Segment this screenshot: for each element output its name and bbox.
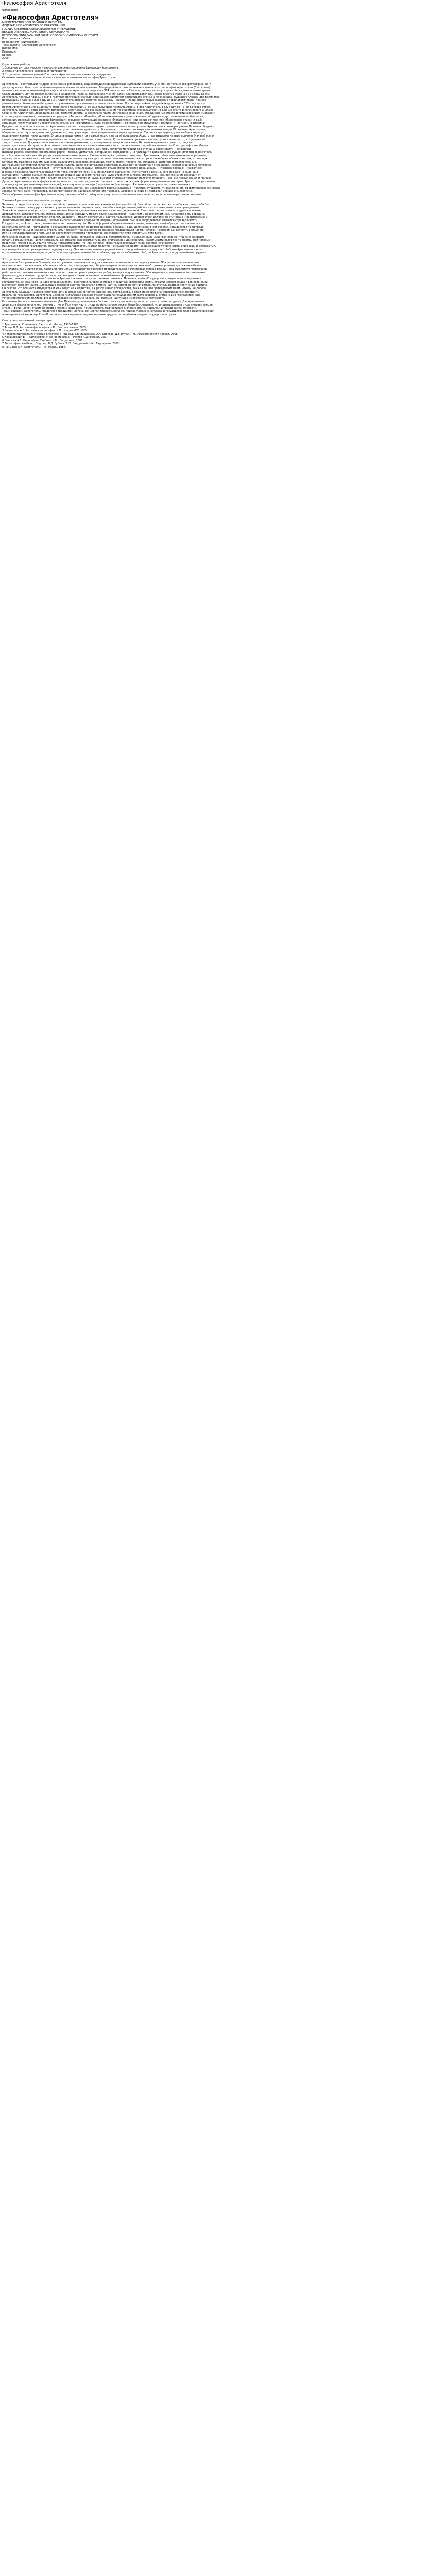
text-line: сочинения, посвящённые «первой философии», позднее получившие название «Метафизика»; этические сочинения («Никомахова этика» и др.); [2,118,202,122]
text-line: три вида души: растительную (питающую), животную (ощущающую) и разумную (мыслящую). Разумная душа присуща только человеку. [2,183,191,187]
text-line: Центральной категорией является сущность (субстанция); все остальные категории выражают её свойства и отношения. Первой сущностью являются [2,164,211,167]
text-line: устройств греческих полисов. Его интересовало не столько идеальное, сколько наилучшее из возможных государств. [2,297,165,300]
text-line: нескольких селений – государство. Государство существует ради благой жизни граждан, ради достижения ими счастья. Государство по природе [2,225,204,229]
section-part-2 [2,199,434,255]
text-line: Вместе с тем между учениями Платона и Аристотеля имеются существенные различия. Платон в своём «Государстве» создал проект идеального [2,277,203,281]
text-line: Наилучшей формой государственного устройства Аристотель считал политию – смешанную форму, соединяющую лучшие черты олигархии и демократии, [2,245,216,248]
text-line: Государство, по Аристотелю, возникает естественным путём. Первой формой общения является семья, затем из семей образуется селение, а из [2,222,202,226]
text-line: Выполнила: [2,47,19,50]
text-line: 2.Учение Аристотеля о человеке и государстве. [2,199,68,203]
text-line: душа есть форма тела и неотделима от него. Разумная часть души, по Аристотелю, может быть бессмертной, но индивидуальная душа умирает вместе [2,303,213,307]
text-line: Этика Аристотеля исходит из того, что высшим благом для человека является счастье (эвдемония). Счастье есть деятельность души в полноте [2,209,201,213]
text-line: 7.Философия: Учебник / Под ред. В.Д. Губина, Т.Ю. Сидориной. – М.: Гардарики, 2005. [2,342,120,346]
text-line: существующего: 1) материальная причина – материя, то, из чего состоит вещь; 2) формальная причина – форма, сущность вещи, то, что делает её [2,138,205,141]
text-line: 4.История философии: Учебник для вузов / Под ред. В.В. Васильева, А.А. Кротова, Д.В. Бугая. – М.: Академический проект, 2008. [2,332,179,336]
text-line: Как Платон, так и Аристотель полагали, что целью государства является добродетельная и счастливая жизнь граждан. Оба мыслителя признавали [2,267,207,271]
text-line: 1.Основные антологические и гносеологические положения философии Аристотеля. [2,66,119,70]
text-line: 1.Аристотель. Сочинения: В 4 т. – М.: Мысль, 1976–1983. [2,323,79,326]
text-line: социально-политические и исторические сочинения («Политика», «Афинская полития»); сочинения по искусству и поэтике («Поэтика», «Риторика»). [2,122,208,125]
text-line: ВЫСШЕГО ПРОФЕССИОНАЛЬНОГО ОБРАЗОВАНИЯ [2,30,69,34]
text-line: Высшей формой является «форма всех форм» – первый двигатель, который сам неподвижен, но приводит в движение всё сущее. Этот перводвигатель [2,150,212,154]
text-line: Аристотель был учеником Платона, и в его учении о человеке и государстве многое восходит к взглядам учителя. Оба философа считали, что [2,261,199,264]
text-line: доступную ему область естественнонаучного знания своего времени. В определённом смысле можно сказать, что философия Аристотеля (Стагирита) [2,86,210,89]
text-line: учитель имел обыкновение беседовать с учениками, прогуливаясь по тенистым аллеям. После смерти Александра Македонского в 323 году до н.э. [2,102,206,106]
text-line: Таким образом, философия Аристотеля представляет собой стройную систему, в которой онтология, гносеология и логика неразрывно связаны. [2,193,202,196]
text-line: идеальное государство, Аристотель исходил из изучения реально существующих государств: им было собрано и описано 158 государственных [2,293,201,297]
text-line: против Аристотеля было выдвинуто обвинение в безбожии, и он был вынужден покинуть Афины. Умер Аристотель в 322 году до н.э. на острове Эвбея. [2,105,211,109]
document-page [0,1,436,349]
text-line: которых мы мыслим о сущем: сущность, количество, качество, отношение, место, время, положение, обладание, действие и претерпевание. [2,160,197,164]
text-line: ощущения к памяти, от памяти к опыту, от опыта к искусству и науке. Высшей ступенью познания является мудрость – знание первых начал и причин. [2,177,212,180]
text-line: 3.Сходство и различие учений Платона и Аристотеля о человеке и государстве. [2,73,112,76]
document-heading: «Философия Аристотеля» [2,13,99,21]
text-line: переход от возможности к действительности. Аристотель первым дал систематическое учение о категориях – наиболее общих понятиях, с помощью [2,157,208,161]
text-line: 2.Асмус В.Ф. Античная философия. – М.: Высшая школа, 2005. [2,326,87,329]
document-title: Философия Аристотеля [2,1,66,6]
text-line: существует вещь. Материя, по Аристотелю, пассивна; она есть лишь возможность, которая становится действительностью благодаря форме. Форма [2,144,208,148]
text-line: с телом. Если Платон ставил на первое место знание идей, то Аристотель подчёркивал значение опыта, привычки и практической мудрости. [2,307,197,310]
text-line: Различным было и понимание человека. Для Платона душа человека бессмертна и существует до тела, а тело – «темница души». Для Аристотеля [2,300,204,303]
text-line: выполняет свою функцию. Для высших сословий Платон предлагал отмену частной собственности и семьи. Аристотель подверг это учение критике. [2,284,208,287]
text-line: Список использованной литературы [2,319,52,323]
text-line: общее не существует отдельно от единичного, оно существует лишь в единичном и через единичное. Так, не существует «дома вообще» наряду с [2,131,205,135]
text-line: 8.Чанышев А.Н. Аристотель. – М.: Мысль, 1987. [2,345,66,349]
text-line: отдельными конкретными домами. Сущность вещи находится в самой вещи, а не за её пределами. Аристотель выделяет четыре причины (начала) всего [2,134,214,138]
text-line: (власть большинства), – и три неправильные, искажённые формы: тиранию, олигархию и демократию. Правильными являются те формы, при которых [2,238,211,242]
text-line: Аристотель – величайший из древнегреческих философов, энциклопедически одарённый, сумевший охватить учением не только всю философию, но и [2,82,211,86]
section-front-matter [2,21,434,60]
text-line: рабство естественным явлением и не распространяли права граждан на рабов, женщин и чужеземцев. Оба выделяли правильные и неправильные [2,270,206,274]
text-line: Основные антологические и гносеологические положения философии Аристотеля. [2,76,117,80]
text-line: и эмпирический характер. Его «Политика» стала одним из первых научных трудов, посвящённых теории государства и права. [2,313,177,316]
text-line: Аристотель покинул Афины, а в 343 году был приглашён македонским царём Филиппом воспитывать его сына Александра (будущего Александра Великого). [2,95,220,99]
text-line: государства, основанного на идее справедливости, в котором каждое сословие (правители-философы, воины-стражи, земледельцы и ремесленники) [2,280,209,284]
text-line: 2.Учение Аристотеля о человеке и государстве. [2,70,68,73]
text-line: (т.е. «орудие» познания); сочинения о природе («Физика», «О небе», «О возникновении и уничтожении», «О душе» и др.); сочинения по биологии; [2,115,204,118]
section-part-3 [2,258,434,316]
text-line: Аристотель защищал частную собственность и семью как естественные основы государства. В отличие от Платона, стремившегося построить [2,290,199,294]
text-line: или не нуждающийся ни в чём, уже не составляет элемента государства: он становится либо животным, либо Богом. [2,232,165,235]
section-part-1 [2,83,434,196]
text-line: Аристотель создал и свою систему философии, охватывающую все области знания того времени, опирающуюся на данные опыта и логического анализа. [2,109,214,112]
text-line: 3.Сходство и различие учений Платона и Аристотеля о человеке и государстве. [2,258,112,261]
text-line: ВСЕРОССИЙСКИЙ ЗАОЧНЫЙ ФИНАНСОВО-ЭКОНОМИЧЕСКИЙ ИНСТИТУТ [2,34,99,38]
text-line: указывая, что Платон удвоил мир, признав существование идей как особого мира, отдельного от мира чувственных вещей. По мнению Аристотеля, [2,128,206,131]
text-line: Предметом первой философии, по Аристотелю, является изучение первых причин и начал всего сущего. Аристотель критикует учение Платона об идеях, [2,125,215,128]
text-line: Содержание работы [2,63,30,66]
text-line: ГОСУДАРСТВЕННОЕ ОБРАЗОВАТЕЛЬНОЕ УЧРЕЖДЕНИЕ [2,27,76,31]
text-line: является вершиной античной философской мысли. Аристотель родился в 384 году до н.э. в Стагире, городе на полуострове Халкидика, в семье врача. [2,89,211,93]
text-line: отдельные индивидуальные вещи – «этот человек», «эта лошадь»; вторыми сущностями являются роды и виды – «человек вообще», «животное». [2,167,204,171]
document-category: Философия [2,9,18,12]
text-line: Сочинения Аристотеля, дошедшие до нас, принято делить на несколько групп: логические сочинения, объединённые впоследствии названием «Органон» [2,112,216,115]
text-line: Он считал, что общность имущества и жён ведёт не к единству, а к разрушению государства, так как то, что принадлежит всем, никому не дорого. [2,287,207,291]
text-line: естественным явлением: одни люди по природе предназначены быть рабами, другие – свободными. Раб, по Аристотелю, – «одушевлённое орудие». [2,251,207,255]
text-line: предшествует семье и каждому отдельному человеку, так как целое по природе предшествует части. Человек, неспособный вступить в общение [2,229,204,232]
text-line: Человек, по Аристотелю, есть существо общественное, «политическое животное» (zoon politikon). Вне общества может жить либо животное, либо Бог. [2,202,211,206]
text-line: 3.Богомолов А.С. Античная философия. – М.: Изд-во МГУ, 1985. [2,329,88,333]
document-body [2,21,434,349]
text-line: ощущениях». Однако ощущение даёт знание лишь о единичном, тогда как наука стремится к познанию общего. Процесс познания восходит от [2,173,201,177]
text-line: по предмету «Философия» [2,40,39,44]
text-line: между трусостью и безрассудной отвагой, щедрость – между скупостью и расточительностью. Добродетели делятся на этические (нравственные) и [2,215,208,219]
section-contents [2,63,434,79]
text-line: 2009 [2,57,9,60]
text-line: Вернувшись в Афины в 335 году до н.э., Аристотель основал собственную школу – Ликей (Ликей), получившую название перипатетической, так как [2,99,206,103]
text-line: 5.Кохановский В.П. Философия: Учебное пособие. – Ростов н/Д: Феникс, 2007. [2,335,109,339]
text-line: тем, что она есть; 3) движущая причина – источник движения, то, что приводит вещь в движение; 4) целевая причина – цель, то, ради чего [2,141,196,144]
section-references [2,319,434,349]
text-line: МИНИСТЕРСТВО ОБРАЗОВАНИЯ И НАУКИ РФ [2,21,62,24]
text-line: Аристотель явился основоположником формальной логики. Он исследовал формы мышления – понятие, суждение, умозаключение; сформулировал основные [2,187,221,190]
text-line: Таким образом, Аристотель, продолжая традицию Платона, во многом переосмыслил её, придав учению о человеке и государстве более реалистический [2,310,214,313]
text-line: Тема работы: «Философия Аристотеля» [2,44,57,47]
text-line: человек может реализовать себя лишь в обществе, в государстве; оба рассматривали государство как необходимое условие достижения блага. [2,264,202,268]
text-line: 6.Спиркин А.Г. Философия: Учебник. – М.: Гардарики, 2006. [2,339,83,343]
text-line: правители имеют в виду общую пользу; неправильными – те, при которых правители преследуют лишь собственную выгоду. [2,242,175,245]
text-line: Контрольная работа [2,37,30,41]
text-line: Аристотель выделяет три правильные формы государственного устройства: монархию (власть одного), аристократию (власть лучших) и политию [2,235,204,239]
text-line: дианоэтические (мыслительные). Первые вырабатываются привычкой, вторые – обучением. Высшей добродетелью является справедливость. [2,219,198,223]
text-line: законы логики: закон тождества, закон противоречия, закон исключённого третьего. Особое значение он придавал учению о силлогизме. [2,190,193,193]
text-line: Около двадцати лет он провёл в Афинах в Академии Платона, сначала как ученик, затем как преподаватель. После смерти Платона в 347 году до н.э. [2,92,210,96]
text-line: при которой власть принадлежит среднему классу. Чем многочисленнее средний класс, тем устойчивее государство. Рабство Аристотель считал [2,248,203,251]
text-line: добродетели. Добродетель Аристотель понимал как середину между двумя крайностями – избытком и недостатком. Так, мужество есть середина [2,212,205,216]
text-line: Брянск [2,53,12,57]
text-line: Проверил: [2,50,16,54]
text-line: В теории познания Аристотель исходит из того, что источником знания являются ощущения. «Нет ничего в разуме, чего прежде не было бы в [2,170,199,174]
text-line: активна, она есть действительность, осуществление возможности. Так, медь является материей для статуи, а образ статуи – её формой. [2,147,192,151]
text-line: Душа, по Аристотелю, есть форма живого тела, его энтелехия; она неотделима от тела так же, как форма неотделима от материи. Аристотель различает [2,180,216,183]
text-line: ФЕДЕРАЛЬНОЕ АГЕНТСТВО ПО ОБРАЗОВАНИЮ [2,24,65,28]
text-line: формы государственного устройства и считали демократию и тиранию искажёнными формами правления. [2,274,150,278]
text-line: Человек отличается от других живых существ наличием разума и речи, способностью различать добро и зло, справедливое и несправедливое. [2,206,200,209]
text-line: есть Бог, мыслящий сам себя разум, «мышление о мышлении». Учение о четырёх причинах позволяет Аристотелю объяснить изменение и развитие, [2,154,207,158]
